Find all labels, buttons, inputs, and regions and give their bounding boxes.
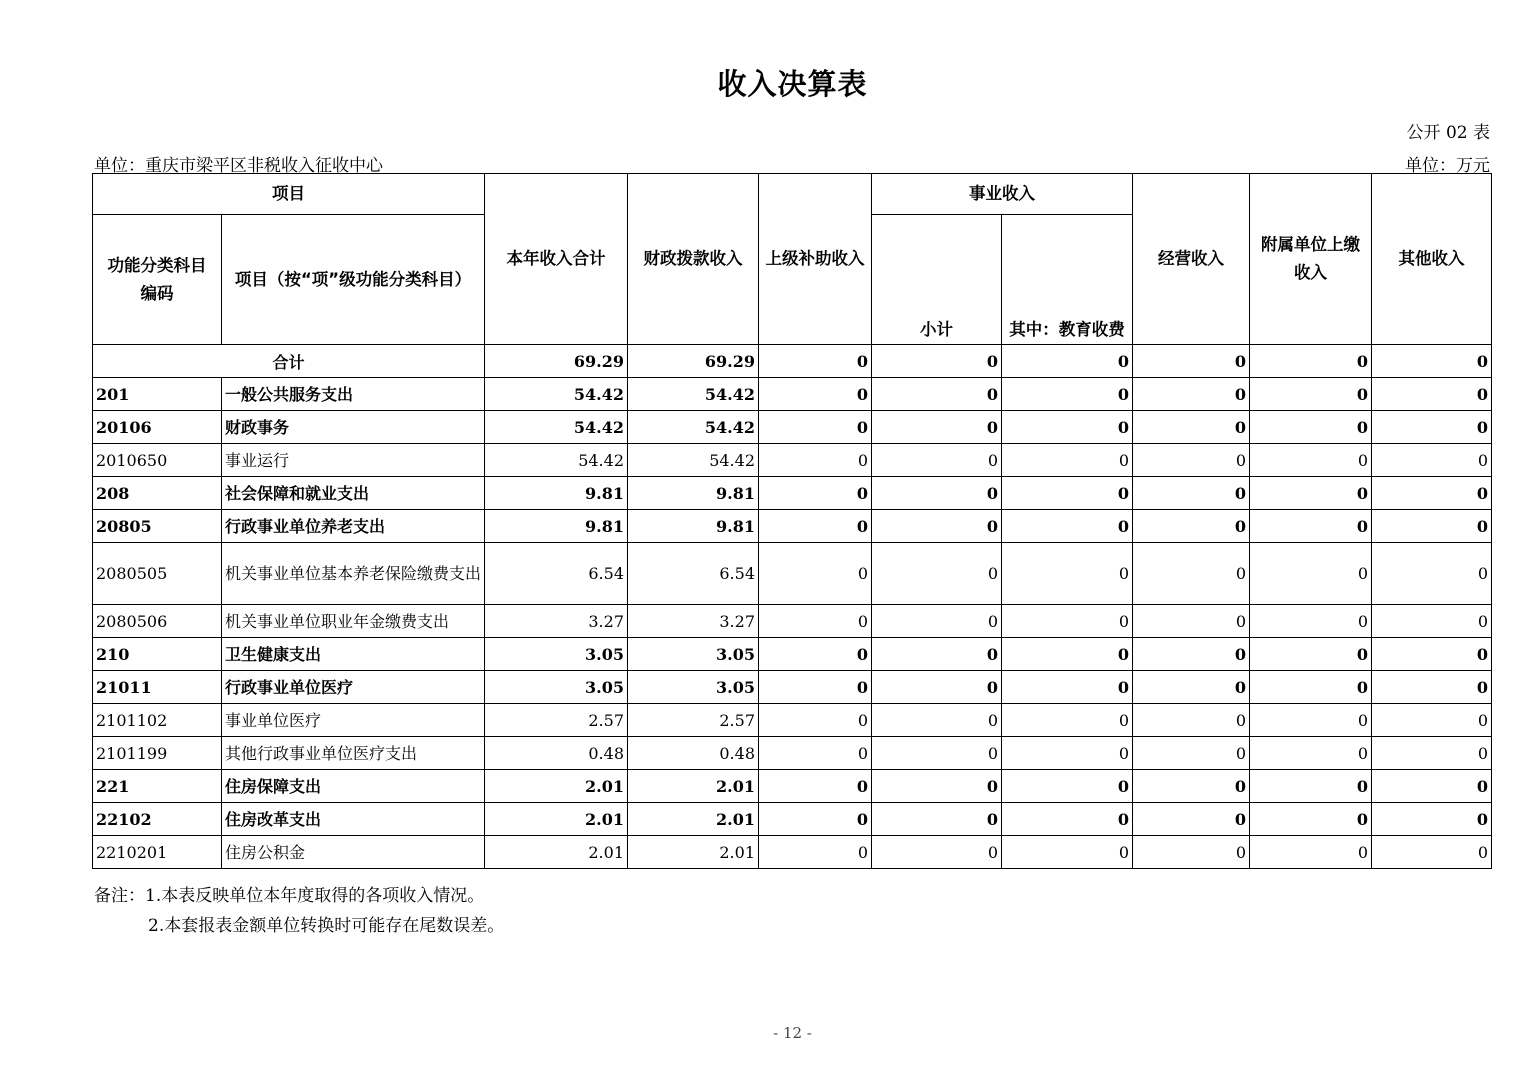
note-2: 2.本套报表金额单位转换时可能存在尾数误差。: [148, 916, 505, 936]
total-cell: 69.29: [485, 345, 628, 378]
row-value: 0: [1250, 543, 1372, 605]
row-value: 0: [1372, 770, 1492, 803]
row-value: 0: [1250, 477, 1372, 510]
table-row: [93, 543, 1492, 605]
row-value: 0: [1372, 543, 1492, 605]
row-name: 行政事业单位养老支出: [222, 510, 485, 543]
row-value: 0: [872, 605, 1002, 638]
row-value: 0: [1133, 510, 1250, 543]
header-business-group: 事业收入: [872, 174, 1133, 215]
row-value: 0: [1133, 671, 1250, 704]
row-value: 2.57: [485, 704, 628, 737]
table-row: [93, 477, 1492, 510]
row-value: 6.54: [628, 543, 759, 605]
row-code: 20106: [93, 411, 222, 444]
header-subtotal: 小计: [872, 215, 1002, 345]
row-value: 0: [872, 737, 1002, 770]
total-cell: 0: [1002, 345, 1133, 378]
table-row: [93, 671, 1492, 704]
reporting-unit: 单位：重庆市梁平区非税收入征收中心: [94, 156, 383, 176]
row-code: 208: [93, 477, 222, 510]
table-row: [93, 411, 1492, 444]
row-value: 0: [1372, 638, 1492, 671]
header-name: 项目（按“项”级功能分类科目）: [222, 215, 485, 345]
row-value: 0: [759, 704, 872, 737]
table-body: [93, 345, 1492, 869]
row-value: 0: [1133, 477, 1250, 510]
row-code: 2080506: [93, 605, 222, 638]
header-other: 其他收入: [1372, 174, 1492, 345]
row-value: 0: [759, 605, 872, 638]
row-value: 0: [1250, 803, 1372, 836]
row-code: 2210201: [93, 836, 222, 869]
row-value: 0: [1250, 671, 1372, 704]
row-value: 0: [872, 638, 1002, 671]
row-value: 54.42: [628, 411, 759, 444]
row-name: 行政事业单位医疗: [222, 671, 485, 704]
header-fiscal: 财政拨款收入: [628, 174, 759, 345]
row-value: 0: [1133, 378, 1250, 411]
row-value: 54.42: [485, 411, 628, 444]
row-value: 0: [1250, 378, 1372, 411]
currency-unit: 单位：万元: [1405, 156, 1490, 176]
row-value: 0: [759, 510, 872, 543]
row-value: 0: [1372, 378, 1492, 411]
row-value: 0: [872, 477, 1002, 510]
row-value: 3.05: [628, 638, 759, 671]
row-value: 0: [1372, 477, 1492, 510]
row-name: 事业运行: [222, 444, 485, 477]
table-row: [93, 605, 1492, 638]
table-row: [93, 638, 1492, 671]
row-code: 22102: [93, 803, 222, 836]
form-number: 公开 02 表: [1406, 123, 1490, 143]
table-row: [93, 803, 1492, 836]
row-value: 0: [1372, 411, 1492, 444]
row-value: 0: [1372, 510, 1492, 543]
row-value: 2.57: [628, 704, 759, 737]
row-value: 9.81: [485, 510, 628, 543]
row-value: 3.27: [628, 605, 759, 638]
row-value: 3.05: [628, 671, 759, 704]
row-value: 0.48: [485, 737, 628, 770]
page-number: - 12 -: [773, 1024, 812, 1042]
row-value: 0: [872, 671, 1002, 704]
row-value: 0: [1002, 671, 1133, 704]
row-value: 2.01: [628, 770, 759, 803]
table-row: [93, 704, 1492, 737]
row-value: 54.42: [628, 444, 759, 477]
row-code: 20805: [93, 510, 222, 543]
row-value: 0: [1002, 770, 1133, 803]
row-value: 2.01: [628, 836, 759, 869]
table-row: [93, 770, 1492, 803]
row-value: 0: [872, 770, 1002, 803]
row-value: 0: [759, 411, 872, 444]
row-value: 0: [759, 378, 872, 411]
total-row: [93, 345, 1492, 378]
row-name: 一般公共服务支出: [222, 378, 485, 411]
row-value: 0: [872, 411, 1002, 444]
row-value: 9.81: [628, 510, 759, 543]
row-name: 机关事业单位职业年金缴费支出: [222, 605, 485, 638]
row-name: 其他行政事业单位医疗支出: [222, 737, 485, 770]
row-value: 0: [1002, 411, 1133, 444]
row-value: 0: [1372, 704, 1492, 737]
row-code: 210: [93, 638, 222, 671]
row-value: 0: [1250, 704, 1372, 737]
row-value: 9.81: [485, 477, 628, 510]
row-name: 住房保障支出: [222, 770, 485, 803]
row-value: 0: [1002, 638, 1133, 671]
row-name: 卫生健康支出: [222, 638, 485, 671]
row-value: 2.01: [485, 770, 628, 803]
row-name: 事业单位医疗: [222, 704, 485, 737]
row-value: 0: [1250, 510, 1372, 543]
row-value: 0: [1002, 444, 1133, 477]
row-value: 0: [1002, 510, 1133, 543]
row-code: 2101199: [93, 737, 222, 770]
row-value: 0: [1372, 737, 1492, 770]
table-row: [93, 444, 1492, 477]
row-value: 54.42: [485, 444, 628, 477]
row-value: 0: [1133, 770, 1250, 803]
row-value: 0: [1133, 803, 1250, 836]
row-value: 0: [1250, 770, 1372, 803]
row-value: 0: [1133, 704, 1250, 737]
row-value: 0: [1002, 704, 1133, 737]
row-value: 0: [1002, 737, 1133, 770]
total-cell: 0: [759, 345, 872, 378]
row-value: 0: [872, 803, 1002, 836]
header-edu: 其中：教育收费: [1002, 215, 1133, 345]
row-value: 3.27: [485, 605, 628, 638]
row-value: 0: [759, 737, 872, 770]
table-row: [93, 510, 1492, 543]
row-value: 6.54: [485, 543, 628, 605]
row-value: 0: [759, 444, 872, 477]
table-row: [93, 836, 1492, 869]
header-item-group: 项目: [93, 174, 485, 215]
row-value: 2.01: [628, 803, 759, 836]
row-name: 机关事业单位基本养老保险缴费支出: [222, 543, 485, 605]
row-code: 221: [93, 770, 222, 803]
row-value: 0: [759, 836, 872, 869]
row-value: 0: [759, 803, 872, 836]
row-value: 3.05: [485, 638, 628, 671]
row-value: 0: [1250, 444, 1372, 477]
row-value: 0: [872, 836, 1002, 869]
table-row: [93, 737, 1492, 770]
row-value: 0: [1133, 737, 1250, 770]
row-value: 0: [759, 770, 872, 803]
row-value: 0: [1372, 803, 1492, 836]
header-affiliate: 附属单位上缴收入: [1250, 174, 1372, 345]
row-value: 0: [759, 543, 872, 605]
row-value: 3.05: [485, 671, 628, 704]
row-value: 0: [1250, 605, 1372, 638]
row-value: 54.42: [485, 378, 628, 411]
income-table: [92, 173, 1492, 869]
row-value: 0: [872, 510, 1002, 543]
row-value: 0: [1372, 671, 1492, 704]
row-code: 2101102: [93, 704, 222, 737]
row-value: 0: [759, 477, 872, 510]
total-cell: 69.29: [628, 345, 759, 378]
table-header: [93, 174, 1492, 345]
row-value: 0: [1133, 543, 1250, 605]
row-value: 0: [872, 704, 1002, 737]
row-value: 9.81: [628, 477, 759, 510]
row-value: 0: [1002, 378, 1133, 411]
table-row: [93, 378, 1492, 411]
row-code: 2010650: [93, 444, 222, 477]
row-value: 0: [1133, 605, 1250, 638]
row-value: 0: [1133, 836, 1250, 869]
row-value: 0: [1002, 803, 1133, 836]
row-value: 0: [1250, 836, 1372, 869]
row-value: 0: [1002, 477, 1133, 510]
row-name: 住房公积金: [222, 836, 485, 869]
header-code: 功能分类科目编码: [93, 215, 222, 345]
row-code: 2080505: [93, 543, 222, 605]
row-value: 0: [1250, 411, 1372, 444]
row-value: 0: [1002, 836, 1133, 869]
row-value: 0: [872, 378, 1002, 411]
header-superior: 上级补助收入: [759, 174, 872, 345]
row-value: 0: [1133, 411, 1250, 444]
row-value: 0: [1372, 605, 1492, 638]
header-total: 本年收入合计: [485, 174, 628, 345]
row-value: 54.42: [628, 378, 759, 411]
row-name: 住房改革支出: [222, 803, 485, 836]
row-value: 2.01: [485, 836, 628, 869]
row-name: 社会保障和就业支出: [222, 477, 485, 510]
row-value: 0: [1002, 605, 1133, 638]
row-value: 0: [759, 671, 872, 704]
header-operating: 经营收入: [1133, 174, 1250, 345]
total-cell: 0: [1133, 345, 1250, 378]
total-cell: 0: [1250, 345, 1372, 378]
row-value: 0: [1133, 444, 1250, 477]
row-value: 0: [1372, 836, 1492, 869]
total-cell: 0: [1372, 345, 1492, 378]
row-value: 0: [1250, 638, 1372, 671]
total-label: 合计: [93, 345, 485, 378]
row-value: 0: [872, 543, 1002, 605]
row-value: 0: [1002, 543, 1133, 605]
row-code: 201: [93, 378, 222, 411]
row-value: 0: [872, 444, 1002, 477]
note-1: 备注：1.本表反映单位本年度取得的各项收入情况。: [94, 886, 485, 906]
page-title: 收入决算表: [717, 67, 868, 101]
row-value: 0: [1133, 638, 1250, 671]
row-value: 0: [1372, 444, 1492, 477]
row-value: 0.48: [628, 737, 759, 770]
row-value: 0: [759, 638, 872, 671]
row-code: 21011: [93, 671, 222, 704]
row-value: 0: [1250, 737, 1372, 770]
row-name: 财政事务: [222, 411, 485, 444]
total-cell: 0: [872, 345, 1002, 378]
row-value: 2.01: [485, 803, 628, 836]
